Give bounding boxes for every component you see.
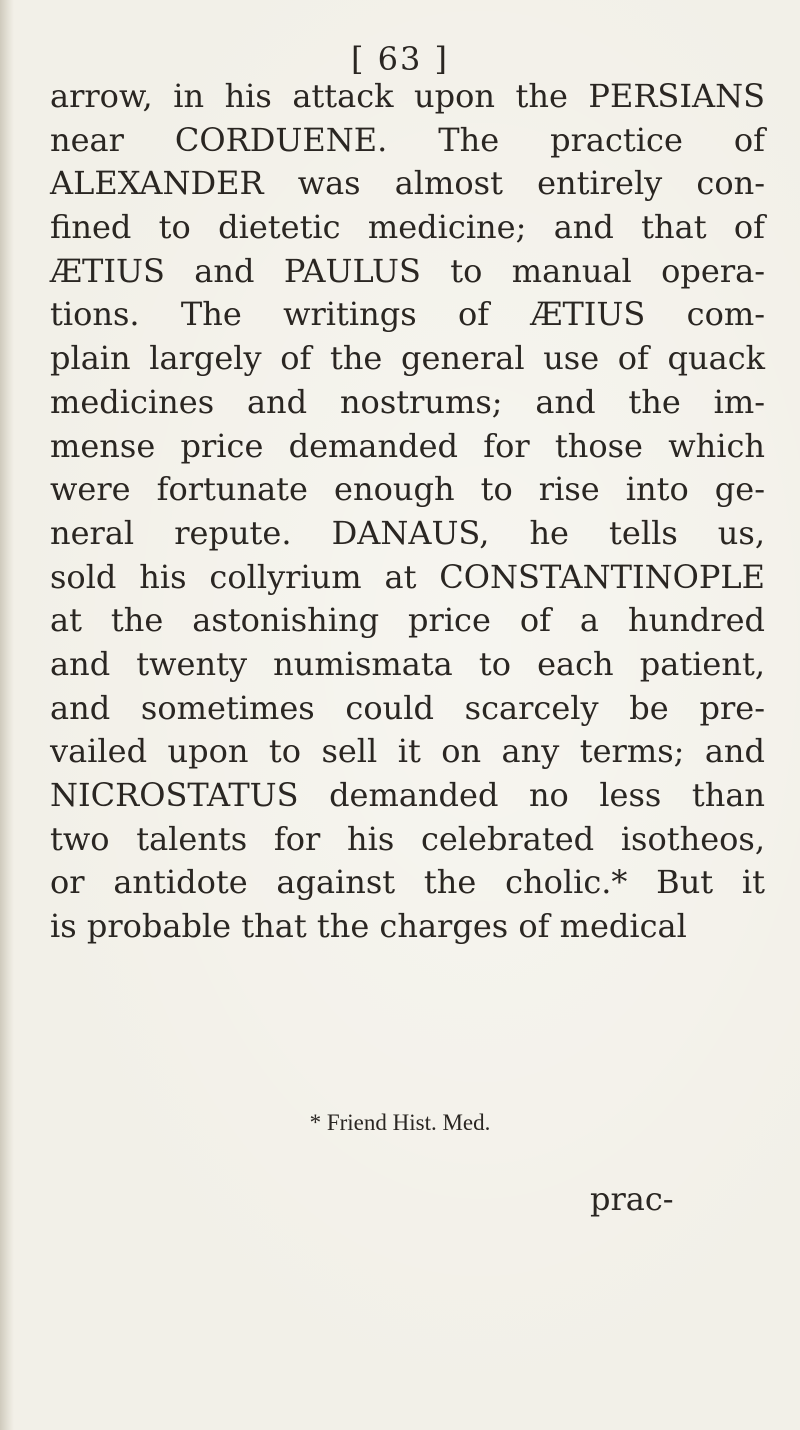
page-binding-edge	[0, 0, 14, 1430]
text-line: and twenty numismata to each patient,	[50, 644, 765, 683]
text-line: is probable that the charges of medical	[50, 907, 687, 946]
text-line: vailed upon to sell it on any terms; and	[50, 732, 765, 771]
text-line: plain largely of the general use of quack	[50, 339, 765, 378]
page-number-header: [ 63 ]	[350, 40, 450, 78]
text-line: ÆTIUS and PAULUS to manual opera-	[50, 251, 765, 290]
footnote: * Friend Hist. Med.	[309, 1110, 491, 1135]
text-line: fined to dietetic medicine; and that of	[50, 208, 765, 247]
text-line: medicines and nostrums; and the im-	[50, 382, 765, 421]
text-line: or antidote against the cholic.* But it	[50, 863, 765, 902]
text-line: at the astonishing price of a hundred	[50, 601, 765, 640]
catchword: prac-	[590, 1180, 674, 1218]
text-line: neral repute. DANAUS, he tells us,	[50, 513, 765, 552]
text-line: NICROSTATUS demanded no less than	[50, 776, 765, 814]
text-line: were fortunate enough to rise into ge-	[50, 470, 765, 509]
text-line: mense price demanded for those which	[50, 426, 765, 465]
text-line: two talents for his celebrated isotheos,	[50, 819, 765, 858]
text-line: arrow, in his attack upon the PERSIANS	[50, 77, 765, 115]
text-line: tions. The writings of ÆTIUS com-	[50, 295, 765, 334]
text-line: ALEXANDER was almost entirely con-	[50, 164, 765, 203]
body-text	[50, 75, 765, 949]
text-line: and sometimes could scarcely be pre-	[50, 688, 765, 727]
text-line: sold his collyrium at CONSTANTINOPLE	[50, 557, 765, 596]
text-line: near CORDUENE. The practice of	[50, 120, 765, 159]
